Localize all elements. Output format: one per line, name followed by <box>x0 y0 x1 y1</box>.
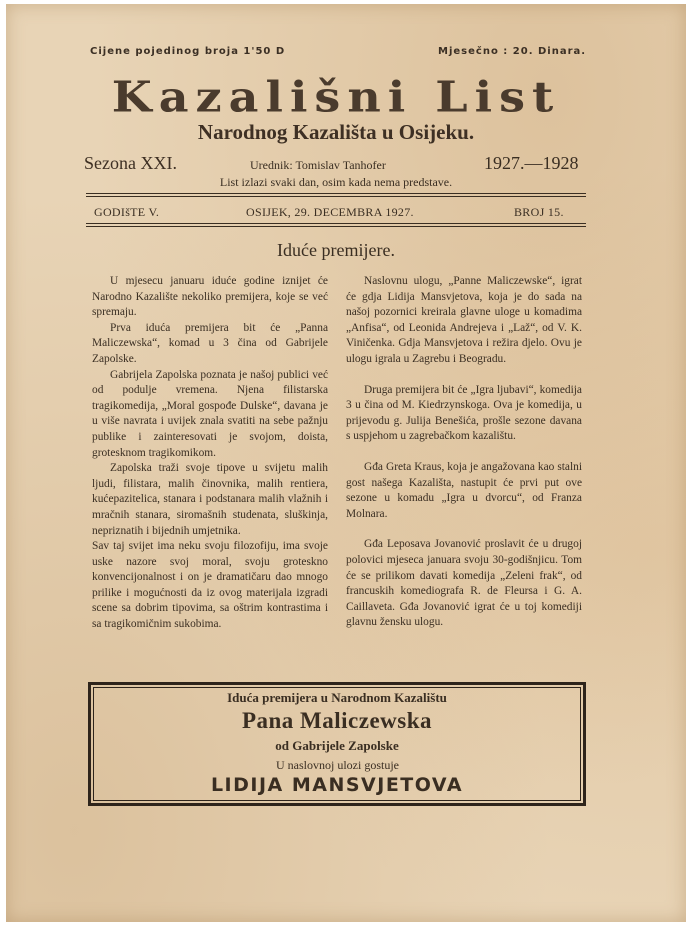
monthly-price: Mjesečno : 20. Dinara. <box>438 46 587 57</box>
paragraph: Gabrijela Zapolska poznata je našoj publici već od podulje vremena. Njena filistarska tragikomedija, „Moral gospođe Dulske“, davana je u više navrata i uvijek znala svatiti na sebe pažnju publike i zainteresovati je svojom, doista, grotesknom tragikomikom. <box>92 368 328 459</box>
masthead-title: Kazališni List <box>111 72 561 122</box>
paragraph: Sav taj svijet ima neku svoju filozofiju, ima svoje uske nazore svoj moral, svoju groteskno konvencijonalnost i on je dramatičaru dao mnogo prilike i mogućnosti da iz ovog materijala izgradi scene sa dobrim tipovima, sa oštrim kontrastima i sa tragikomičnim sukobima. <box>92 540 328 631</box>
paragraph: Prva iduća premijera bit će „Panna Maliczewska“, komad u 3 čina od Gabrijele Zapolske. <box>92 321 328 365</box>
season-label: Sezona XXI. <box>84 153 177 173</box>
bottom-divider <box>86 223 586 227</box>
top-divider <box>86 193 586 197</box>
advert-play-title: Pana Maliczewska <box>241 708 433 733</box>
paragraph: Druga premijera bit će „Igra ljubavi“, komedija 3 u čina od M. Kiedrzynskoga. Ova je komedija, u prijevodu g. Julija Benešića, prošle sezone davana s uspjehom u zagrebačkom kazalištu. <box>346 383 582 443</box>
paragraph: Naslovnu ulogu, „Panne Maliczewske“, igrat će gdja Lidija Mansvjetova, koja je do sada na našoj pozornici kreirala glavne uloge u komadima „Anfisa“, od Leonida Andrejeva i „Laž“, od V. K. Viničenka. Gdja Mansvjetova i režira djelo. Ovu je ulogu igrala u Zagrebu i Beogradu. <box>346 275 582 365</box>
price-per-issue: Cijene pojedinog broja 1'50 D <box>90 46 286 57</box>
publication-note: List izlazi svaki dan, osim kada nema predstave. <box>219 175 453 189</box>
advert-guest-note: U naslovnoj ulozi gostuje <box>276 758 399 772</box>
issue-number: BROJ 15. <box>514 205 564 219</box>
advert-heading: Iduća premijera u Narodnom Kazalištu <box>227 690 447 705</box>
paragraph: Zapolska traži svoje tipove u svijetu malih ljudi, filistara, malih činovnika, malih rentiera, kućepazitelica, stanara i podstanara malih vlažnih i mračnih stanara, siromašnih studenata, sluškinja, nepriznatih i bijednih umjetnika. <box>92 462 328 537</box>
advert-lead-actress: LIDIJA MANSVJETOVA <box>210 774 464 796</box>
paragraph: U mjesecu januaru iduće godine iznijet će Narodno Kazalište nekoliko premijera, koje se već spremaju. <box>92 275 328 319</box>
newspaper-page <box>6 4 686 922</box>
article-right-column <box>346 274 582 631</box>
article-left-column <box>92 274 328 633</box>
season-years: 1927.—1928 <box>484 153 579 173</box>
editor-line: Urednik: Tomislav Tanhofer <box>250 158 386 172</box>
place-date: OSIJEK, 29. DECEMBRA 1927. <box>246 205 414 219</box>
advert-author: od Gabrijele Zapolske <box>275 738 399 753</box>
paragraph: Gđa Greta Kraus, koja je angažovana kao stalni gost našega Kazališta, nastupit će prvi put ove sezone u komadu „Igra u dvorcu“, od Franza Molnara. <box>346 460 582 520</box>
article-title: Iduće premijere. <box>277 240 395 260</box>
volume-label: GODIšTE V. <box>94 205 160 219</box>
masthead-subtitle: Narodnog Kazališta u Osijeku. <box>197 120 475 144</box>
paragraph: Gđa Leposava Jovanović proslavit će u drugoj polovici mjeseca januara svoju 30-godišnjicu. Tom će se prilikom davati komedija „Zeleni frak“, od francuskih komediografa R. de Fleursa i G. A. Caillaveta. Gđa Jovanović igrat će u toj komediji glavnu žensku ulogu. <box>346 538 582 629</box>
